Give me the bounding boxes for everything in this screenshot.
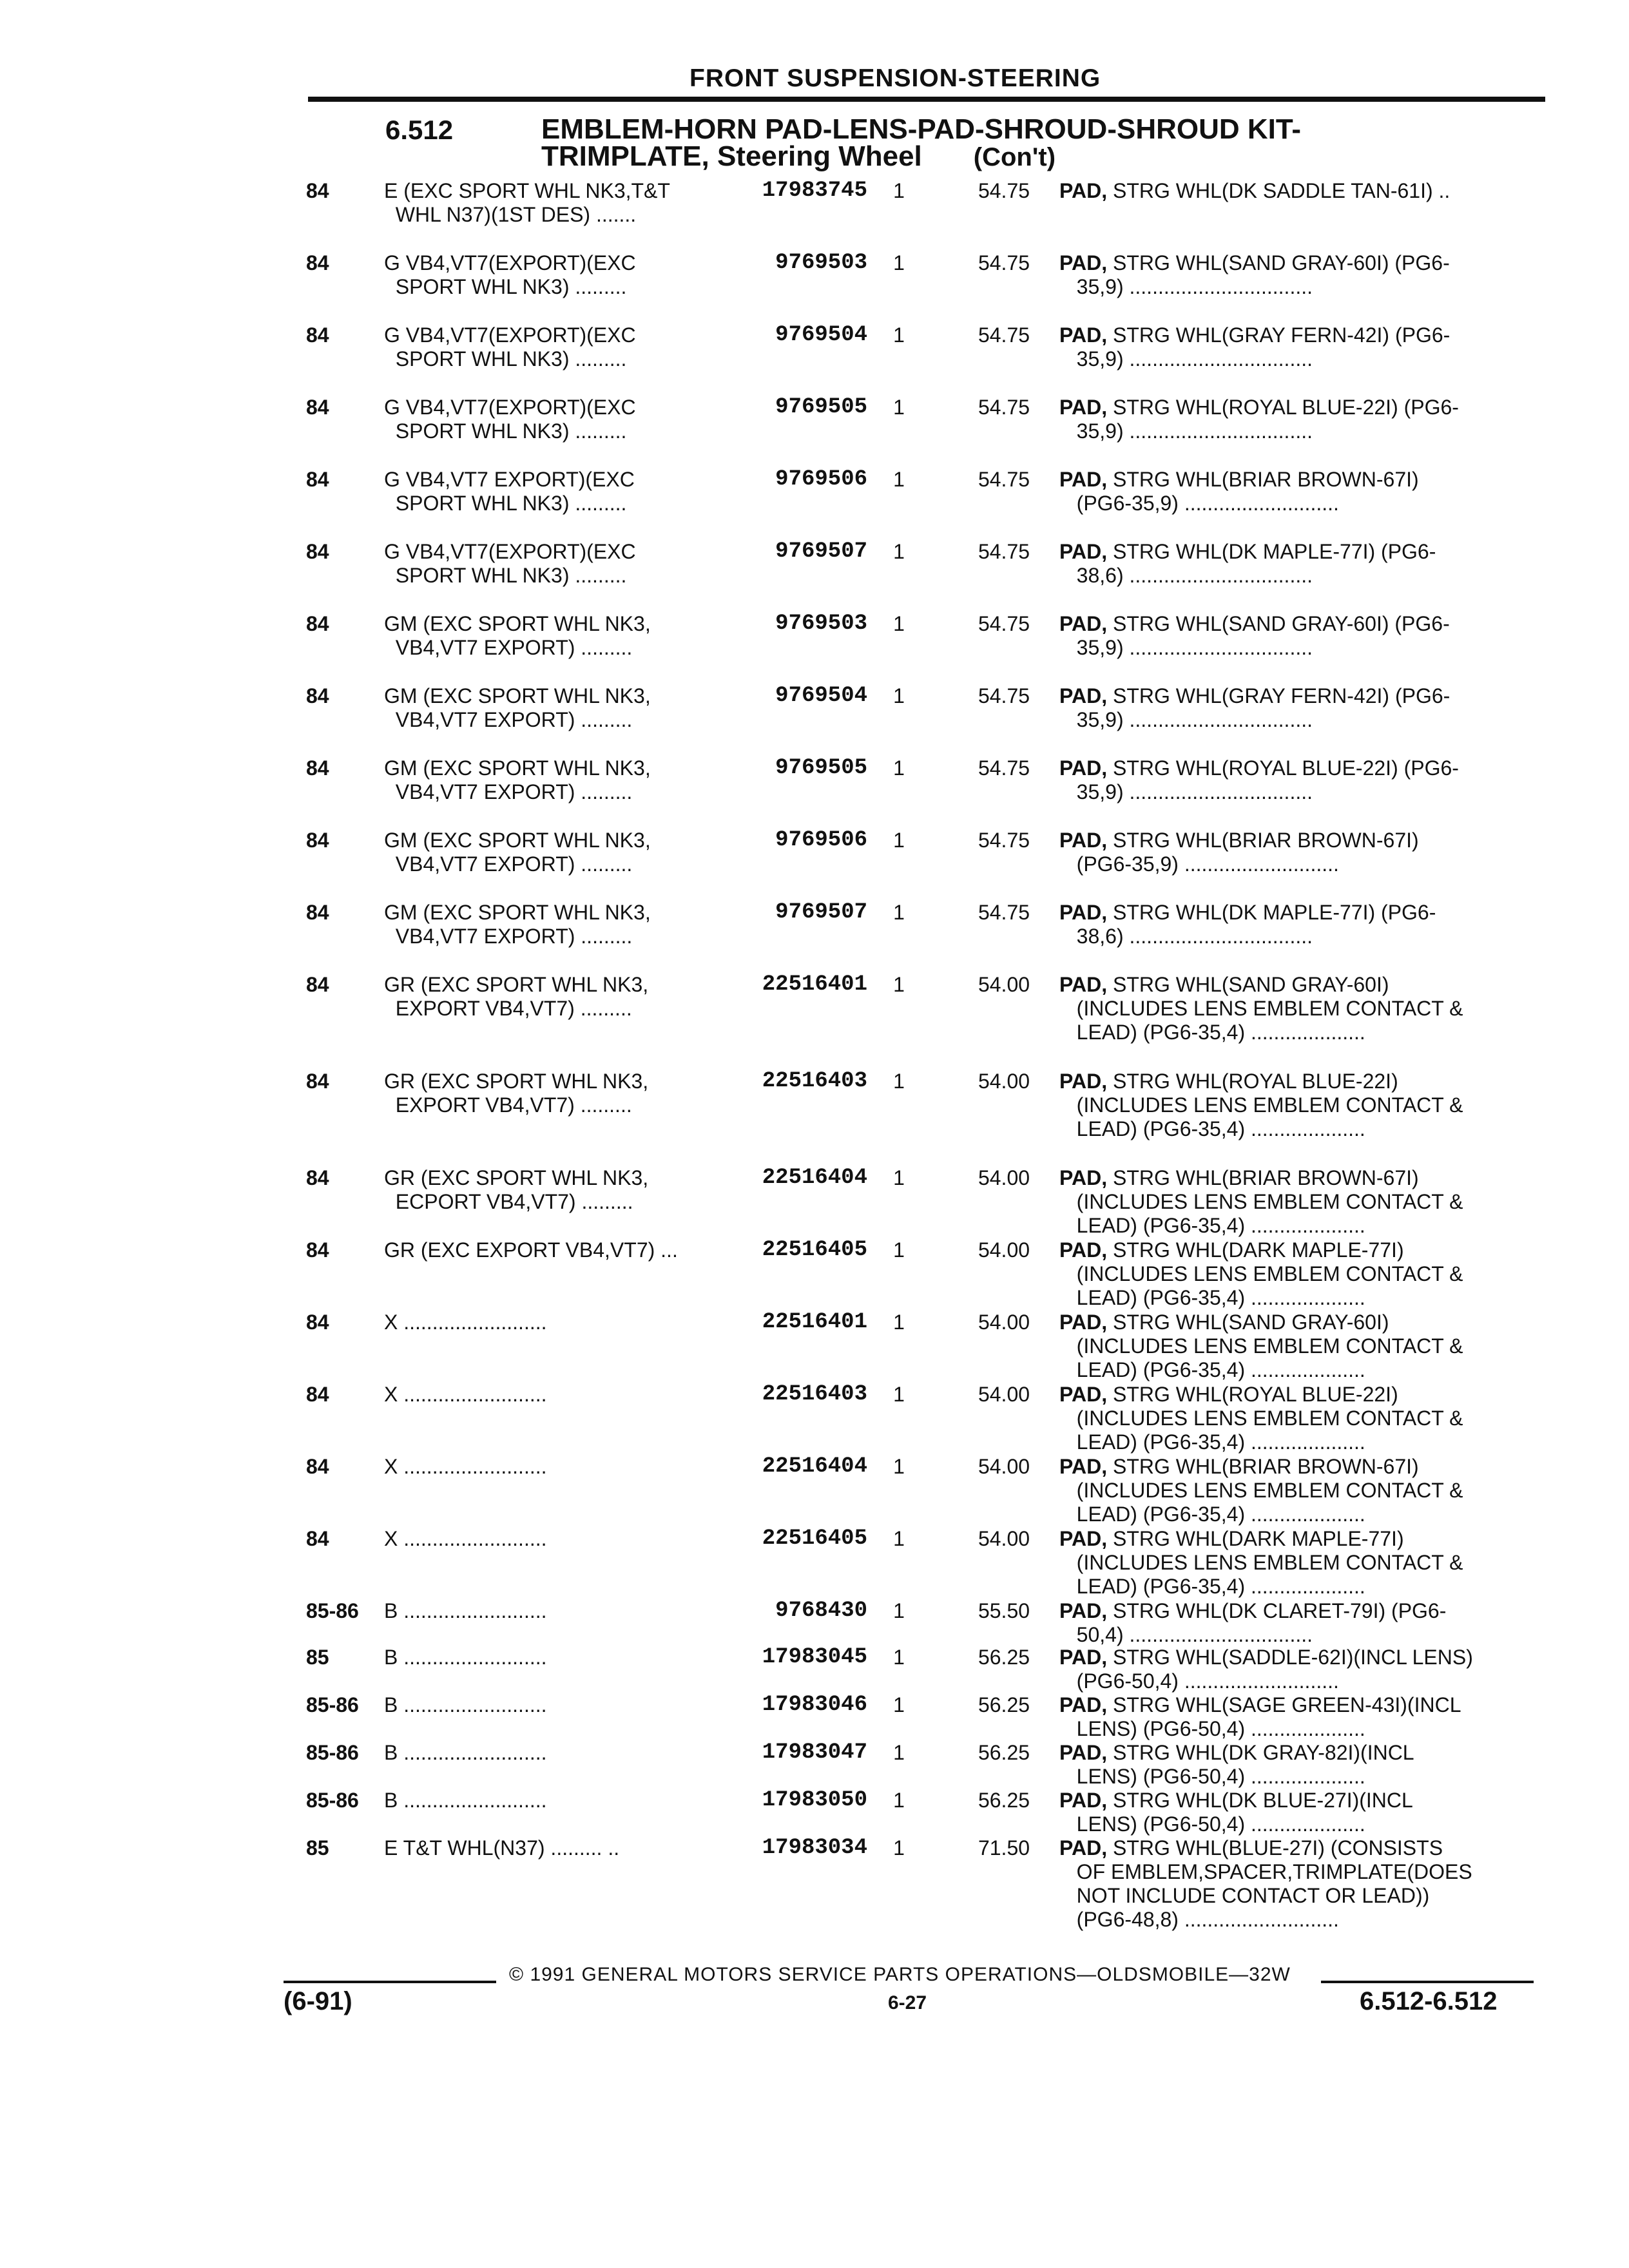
quantity: 1 [893, 1383, 905, 1406]
part-description [1059, 1741, 1536, 1789]
part-description [1059, 540, 1536, 588]
usage-code: G VB4,VT7(EXPORT)(EXC SPORT WHL NK3) ......... [384, 396, 636, 443]
section-continued: (Con't) [973, 143, 1056, 171]
description-keyword: PAD, [1059, 251, 1108, 274]
quantity: 1 [893, 1836, 905, 1860]
part-description [1059, 973, 1536, 1044]
section-title-line2-text: TRIMPLATE, Steering Wheel [541, 140, 922, 172]
usage-code: E (EXC SPORT WHL NK3,T&T WHL N37)(1ST DES) ....... [384, 179, 670, 226]
price: 54.75 [978, 179, 1030, 202]
price: 54.00 [978, 1455, 1030, 1478]
usage-code: GR (EXC SPORT WHL NK3, EXPORT VB4,VT7) ......... [384, 1070, 649, 1117]
part-description [1059, 1789, 1536, 1836]
part-description [1059, 1527, 1536, 1599]
part-description [1059, 1383, 1536, 1454]
model-year: 84 [306, 1455, 329, 1478]
part-description [1059, 1599, 1536, 1647]
part-number: 17983050 [762, 1788, 867, 1812]
usage-code: GM (EXC SPORT WHL NK3, VB4,VT7 EXPORT) ......... [384, 684, 651, 731]
quantity: 1 [893, 1599, 905, 1622]
price: 55.50 [978, 1599, 1030, 1622]
part-number: 9769507 [775, 539, 867, 564]
price: 54.00 [978, 1238, 1030, 1262]
model-year: 85-86 [306, 1789, 359, 1812]
quantity: 1 [893, 1070, 905, 1093]
description-text: STRG WHL(BLUE-27I) (CONSISTS OF EMBLEM,SPACER,TRIMPLATE(DOES NOT INCLUDE CONTACT OR LEAD)) (PG6-48,8) ........................... [1076, 1836, 1472, 1931]
quantity: 1 [893, 179, 905, 202]
price: 54.00 [978, 1166, 1030, 1189]
part-number: 9769503 [775, 611, 867, 636]
usage-code: GM (EXC SPORT WHL NK3, VB4,VT7 EXPORT) ......... [384, 829, 651, 876]
description-keyword: PAD, [1059, 1311, 1108, 1334]
description-keyword: PAD, [1059, 1741, 1108, 1764]
price: 56.25 [978, 1693, 1030, 1716]
description-keyword: PAD, [1059, 540, 1108, 563]
usage-code: GM (EXC SPORT WHL NK3, VB4,VT7 EXPORT) ......... [384, 756, 651, 803]
quantity: 1 [893, 1311, 905, 1334]
part-number: 17983745 [762, 178, 867, 203]
part-number: 22516401 [762, 1310, 867, 1334]
model-year: 84 [306, 1311, 329, 1334]
part-number: 17983034 [762, 1836, 867, 1860]
description-text: STRG WHL(ROYAL BLUE-22I) (PG6- 35,9) ................................ [1076, 756, 1459, 803]
price: 71.50 [978, 1836, 1030, 1860]
part-description [1059, 1166, 1536, 1238]
part-number: 9769507 [775, 900, 867, 925]
part-number: 22516404 [762, 1454, 867, 1479]
model-year: 85-86 [306, 1741, 359, 1764]
model-year: 84 [306, 468, 329, 491]
part-description [1059, 251, 1536, 299]
description-keyword: PAD, [1059, 1455, 1108, 1478]
part-description [1059, 468, 1536, 515]
part-description [1059, 901, 1536, 948]
description-text: STRG WHL(ROYAL BLUE-22I) (PG6- 35,9) ................................ [1076, 396, 1459, 443]
description-keyword: PAD, [1059, 468, 1108, 491]
part-description [1059, 1238, 1536, 1310]
description-text: STRG WHL(DK GRAY-82I)(INCL LENS) (PG6-50,4) .................... [1076, 1741, 1414, 1788]
price: 56.25 [978, 1741, 1030, 1764]
price: 56.25 [978, 1789, 1030, 1812]
footer-rule-left [284, 1981, 496, 1983]
part-number: 9769506 [775, 467, 867, 492]
part-number: 9769505 [775, 756, 867, 780]
part-number: 22516403 [762, 1382, 867, 1407]
part-number: 9769504 [775, 684, 867, 708]
model-year: 84 [306, 323, 329, 347]
quantity: 1 [893, 1693, 905, 1716]
usage-code: G VB4,VT7 EXPORT)(EXC SPORT WHL NK3) ......... [384, 468, 635, 515]
description-keyword: PAD, [1059, 1238, 1108, 1262]
model-year: 84 [306, 1166, 329, 1189]
section-title-line1: EMBLEM-HORN PAD-LENS-PAD-SHROUD-SHROUD KIT- [541, 113, 1301, 145]
part-number: 22516404 [762, 1166, 867, 1190]
part-description [1059, 179, 1536, 203]
description-text: STRG WHL(BRIAR BROWN-67I) (PG6-35,9) ........................... [1076, 468, 1419, 515]
description-text: STRG WHL(BRIAR BROWN-67I) (INCLUDES LENS EMBLEM CONTACT & LEAD) (PG6-35,4) .................... [1076, 1455, 1463, 1526]
model-year: 85 [306, 1646, 329, 1669]
price: 54.75 [978, 901, 1030, 924]
description-text: STRG WHL(SAND GRAY-60I) (INCLUDES LENS EMBLEM CONTACT & LEAD) (PG6-35,4) .................... [1076, 973, 1463, 1044]
description-keyword: PAD, [1059, 973, 1108, 996]
description-text: STRG WHL(GRAY FERN-42I) (PG6- 35,9) ................................ [1076, 684, 1451, 731]
description-text: STRG WHL(DARK MAPLE-77I) (INCLUDES LENS EMBLEM CONTACT & LEAD) (PG6-35,4) .................... [1076, 1527, 1463, 1598]
footer-page-number: 6-27 [888, 1992, 927, 2013]
part-description [1059, 323, 1536, 371]
description-text: STRG WHL(SADDLE-62I)(INCL LENS) (PG6-50,4) ........................... [1076, 1646, 1473, 1693]
quantity: 1 [893, 901, 905, 924]
usage-code: B ......................... [384, 1741, 547, 1764]
model-year: 84 [306, 684, 329, 707]
usage-code: GM (EXC SPORT WHL NK3, VB4,VT7 EXPORT) ......... [384, 901, 651, 948]
price: 54.00 [978, 1311, 1030, 1334]
quantity: 1 [893, 323, 905, 347]
part-number: 17983045 [762, 1645, 867, 1669]
part-number: 22516405 [762, 1526, 867, 1551]
part-description [1059, 1646, 1536, 1693]
description-text: STRG WHL(SAGE GREEN-43I)(INCL LENS) (PG6-50,4) .................... [1076, 1693, 1461, 1740]
part-number: 22516403 [762, 1069, 867, 1093]
quantity: 1 [893, 1238, 905, 1262]
model-year: 85-86 [306, 1599, 359, 1622]
quantity: 1 [893, 1166, 905, 1189]
usage-code: B ......................... [384, 1646, 547, 1669]
description-keyword: PAD, [1059, 1646, 1108, 1669]
description-text: STRG WHL(DK SADDLE TAN-61I) .. [1107, 179, 1451, 202]
quantity: 1 [893, 829, 905, 852]
model-year: 84 [306, 973, 329, 996]
description-keyword: PAD, [1059, 323, 1108, 347]
footer-copyright: © 1991 GENERAL MOTORS SERVICE PARTS OPERATIONS—OLDSMOBILE—32W [509, 1964, 1291, 1985]
quantity: 1 [893, 1741, 905, 1764]
price: 54.75 [978, 540, 1030, 563]
part-description [1059, 1070, 1536, 1141]
part-description [1059, 1455, 1536, 1526]
description-keyword: PAD, [1059, 612, 1108, 635]
price: 56.25 [978, 1646, 1030, 1669]
description-text: STRG WHL(DK MAPLE-77I) (PG6- 38,6) ................................ [1076, 901, 1436, 948]
quantity: 1 [893, 396, 905, 419]
usage-code: X ......................... [384, 1311, 547, 1334]
model-year: 85-86 [306, 1693, 359, 1716]
description-keyword: PAD, [1059, 1693, 1108, 1716]
quantity: 1 [893, 1789, 905, 1812]
usage-code: GR (EXC EXPORT VB4,VT7) ... [384, 1238, 678, 1262]
part-description [1059, 756, 1536, 804]
usage-code: E T&T WHL(N37) ......... .. [384, 1836, 620, 1860]
part-number: 9769503 [775, 251, 867, 275]
description-keyword: PAD, [1059, 1836, 1108, 1860]
model-year: 84 [306, 829, 329, 852]
model-year: 84 [306, 179, 329, 202]
description-keyword: PAD, [1059, 179, 1108, 202]
price: 54.75 [978, 612, 1030, 635]
part-description [1059, 612, 1536, 660]
part-number: 22516401 [762, 972, 867, 997]
description-text: STRG WHL(BRIAR BROWN-67I) (INCLUDES LENS EMBLEM CONTACT & LEAD) (PG6-35,4) .................... [1076, 1166, 1463, 1237]
usage-code: B ......................... [384, 1693, 547, 1716]
quantity: 1 [893, 540, 905, 563]
price: 54.00 [978, 1070, 1030, 1093]
model-year: 84 [306, 756, 329, 780]
description-keyword: PAD, [1059, 1789, 1108, 1812]
usage-code: GR (EXC SPORT WHL NK3, EXPORT VB4,VT7) ......... [384, 973, 649, 1020]
footer-section-range: 6.512-6.512 [1360, 1987, 1498, 2015]
description-text: STRG WHL(SAND GRAY-60I) (PG6- 35,9) ................................ [1076, 251, 1450, 298]
usage-code: B ......................... [384, 1789, 547, 1812]
price: 54.00 [978, 1383, 1030, 1406]
description-text: STRG WHL(ROYAL BLUE-22I) (INCLUDES LENS EMBLEM CONTACT & LEAD) (PG6-35,4) .................... [1076, 1383, 1463, 1454]
description-text: STRG WHL(DK BLUE-27I)(INCL LENS) (PG6-50,4) .................... [1076, 1789, 1413, 1836]
section-number: 6.512 [385, 115, 454, 145]
part-description [1059, 1836, 1536, 1932]
description-text: STRG WHL(DK MAPLE-77I) (PG6- 38,6) ................................ [1076, 540, 1436, 587]
usage-code: B ......................... [384, 1599, 547, 1622]
description-keyword: PAD, [1059, 1383, 1108, 1406]
quantity: 1 [893, 684, 905, 707]
model-year: 84 [306, 396, 329, 419]
part-description [1059, 684, 1536, 732]
quantity: 1 [893, 468, 905, 491]
price: 54.75 [978, 396, 1030, 419]
usage-code: X ......................... [384, 1527, 547, 1550]
part-description [1059, 1693, 1536, 1741]
description-keyword: PAD, [1059, 1527, 1108, 1550]
description-text: STRG WHL(GRAY FERN-42I) (PG6- 35,9) ................................ [1076, 323, 1451, 370]
description-text: STRG WHL(DARK MAPLE-77I) (INCLUDES LENS EMBLEM CONTACT & LEAD) (PG6-35,4) .................... [1076, 1238, 1463, 1309]
description-keyword: PAD, [1059, 684, 1108, 707]
price: 54.00 [978, 1527, 1030, 1550]
section-title-line2 [541, 140, 1301, 172]
description-keyword: PAD, [1059, 901, 1108, 924]
model-year: 84 [306, 1527, 329, 1550]
usage-code: X ......................... [384, 1455, 547, 1478]
usage-code: X ......................... [384, 1383, 547, 1406]
price: 54.75 [978, 756, 1030, 780]
description-keyword: PAD, [1059, 829, 1108, 852]
model-year: 84 [306, 612, 329, 635]
description-keyword: PAD, [1059, 1599, 1108, 1622]
usage-code: GR (EXC SPORT WHL NK3, ECPORT VB4,VT7) ......... [384, 1166, 649, 1213]
part-number: 17983047 [762, 1740, 867, 1765]
description-keyword: PAD, [1059, 1070, 1108, 1093]
quantity: 1 [893, 756, 905, 780]
part-number: 9769505 [775, 395, 867, 419]
quantity: 1 [893, 1527, 905, 1550]
part-description [1059, 1311, 1536, 1382]
price: 54.75 [978, 323, 1030, 347]
page-header-title: FRONT SUSPENSION-STEERING [689, 64, 1101, 92]
section-title [541, 113, 1301, 172]
model-year: 84 [306, 540, 329, 563]
quantity: 1 [893, 1646, 905, 1669]
price: 54.75 [978, 829, 1030, 852]
model-year: 84 [306, 1383, 329, 1406]
usage-code: G VB4,VT7(EXPORT)(EXC SPORT WHL NK3) ......... [384, 251, 636, 298]
description-text: STRG WHL(ROYAL BLUE-22I) (INCLUDES LENS EMBLEM CONTACT & LEAD) (PG6-35,4) .................... [1076, 1070, 1463, 1140]
model-year: 84 [306, 251, 329, 274]
part-description [1059, 396, 1536, 443]
part-number: 9769504 [775, 323, 867, 347]
part-number: 9769506 [775, 828, 867, 852]
model-year: 84 [306, 1238, 329, 1262]
model-year: 84 [306, 1070, 329, 1093]
usage-code: G VB4,VT7(EXPORT)(EXC SPORT WHL NK3) ......... [384, 323, 636, 370]
description-text: STRG WHL(DK CLARET-79I) (PG6- 50,4) ................................ [1076, 1599, 1447, 1646]
part-number: 22516405 [762, 1238, 867, 1262]
model-year: 85 [306, 1836, 329, 1860]
part-number: 17983046 [762, 1693, 867, 1717]
usage-code: GM (EXC SPORT WHL NK3, VB4,VT7 EXPORT) ......... [384, 612, 651, 659]
quantity: 1 [893, 251, 905, 274]
price: 54.75 [978, 251, 1030, 274]
description-text: STRG WHL(BRIAR BROWN-67I) (PG6-35,9) ........................... [1076, 829, 1419, 876]
footer-rule-right [1321, 1981, 1534, 1983]
price: 54.75 [978, 468, 1030, 491]
price: 54.75 [978, 684, 1030, 707]
part-number: 9768430 [775, 1599, 867, 1623]
description-keyword: PAD, [1059, 396, 1108, 419]
description-text: STRG WHL(SAND GRAY-60I) (PG6- 35,9) ................................ [1076, 612, 1450, 659]
description-keyword: PAD, [1059, 756, 1108, 780]
description-text: STRG WHL(SAND GRAY-60I) (INCLUDES LENS EMBLEM CONTACT & LEAD) (PG6-35,4) .................... [1076, 1311, 1463, 1381]
footer-revision-code: (6-91) [284, 1987, 352, 2015]
description-keyword: PAD, [1059, 1166, 1108, 1189]
quantity: 1 [893, 1455, 905, 1478]
part-description [1059, 829, 1536, 876]
price: 54.00 [978, 973, 1030, 996]
usage-code: G VB4,VT7(EXPORT)(EXC SPORT WHL NK3) ......... [384, 540, 636, 587]
model-year: 84 [306, 901, 329, 924]
quantity: 1 [893, 612, 905, 635]
header-rule [308, 97, 1545, 102]
quantity: 1 [893, 973, 905, 996]
